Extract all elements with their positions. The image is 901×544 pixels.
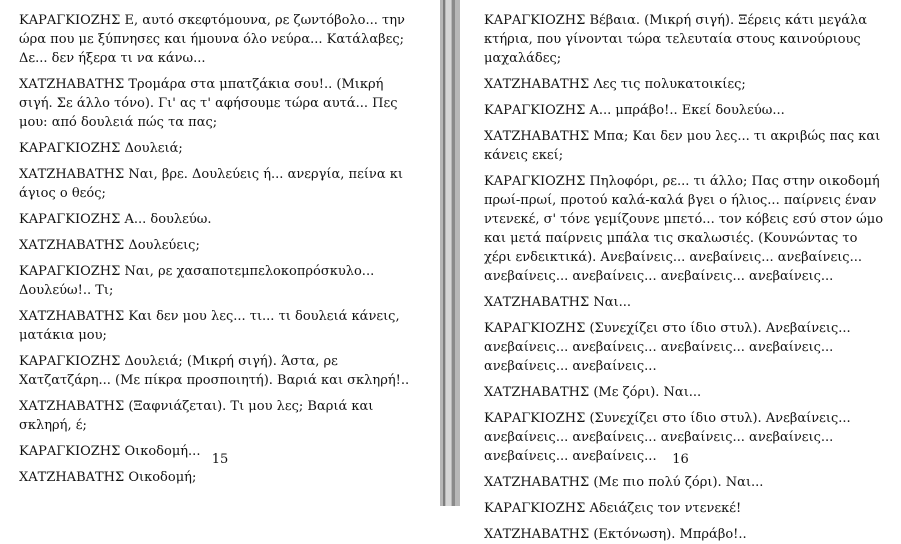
page-left [0, 0, 440, 506]
dialogue-line: ΚΑΡΑΓΚΙΟΖΗΣ Α... μπράβο!.. Εκεί δουλεύω... [484, 103, 785, 118]
dialogue-line: ΧΑΤΖΗΑΒΑΤΗΣ Ναι... [484, 295, 631, 310]
dialogue-line: ΚΑΡΑΓΚΙΟΖΗΣ Οικοδομή... [19, 444, 201, 459]
dialogue-line: ΚΑΡΑΓΚΙΟΖΗΣ Βέβαια. (Μικρή σιγή). Ξέρεις κάτι μεγάλα κτήρια, που γίνονται τώρα τελευταία στους καινούριους μαχαλάδες; [484, 13, 868, 66]
dialogue-line: ΚΑΡΑΓΚΙΟΖΗΣ Δουλειά; [19, 141, 183, 156]
gutter-edge [452, 0, 455, 506]
dialogue-line: ΚΑΡΑΓΚΙΟΖΗΣ Αδειάζεις τον ντενεκέ! [484, 501, 742, 516]
dialogue-line: ΧΑΤΖΗΑΒΑΤΗΣ Δουλεύεις; [19, 238, 200, 253]
dialogue-line: ΚΑΡΑΓΚΙΟΖΗΣ Δουλειά; (Μικρή σιγή). Άστα, ρε Χατζατζάρη... (Με πίκρα προσποιητή). Βαριά και σκληρή!.. [19, 354, 410, 388]
gutter-edge [443, 0, 445, 506]
dialogue-line: ΚΑΡΑΓΚΙΟΖΗΣ Α... δουλεύω. [19, 212, 212, 227]
page-number: 16 [672, 452, 689, 467]
dialogue-line: ΧΑΤΖΗΑΒΑΤΗΣ (Ξαφνιάζεται). Τι μου λες; Βαριά και σκληρή, έ; [19, 399, 374, 433]
dialogue-line: ΧΑΤΖΗΑΒΑΤΗΣ Ναι, βρε. Δουλεύεις ή... ανεργία, πείνα κι άγιος ο θεός; [19, 167, 403, 201]
page-number: 15 [211, 452, 229, 467]
dialogue-line: ΚΑΡΑΓΚΙΟΖΗΣ Ναι, ρε χασαποτεμπελοκοπρόσκυλο... Δουλεύω!.. Τι; [19, 264, 375, 298]
gutter-center [446, 0, 451, 506]
page-right [460, 0, 901, 542]
dialogue-line: ΧΑΤΖΗΑΒΑΤΗΣ Μπα; Και δεν μου λες... τι ακριβώς πας και κάνεις εκεί; [484, 129, 881, 163]
dialogue-line: ΧΑΤΖΗΑΒΑΤΗΣ Οικοδομή; [19, 470, 197, 485]
dialogue-line: ΚΑΡΑΓΚΙΟΖΗΣ Ε, αυτό σκεφτόμουνα, ρε ζωντόβολο... την ώρα που με ξύπνησες και ήμουνα όλο νεύρα... Κατάλαβες; Δε... δεν ήξερα τι να κάνω... [19, 13, 405, 66]
page-gutter [440, 0, 460, 506]
dialogue-line: ΧΑΤΖΗΑΒΑΤΗΣ (Εκτόνωση). Μπράβο!.. [484, 527, 747, 542]
dialogue-line: ΚΑΡΑΓΚΙΟΖΗΣ (Συνεχίζει στο ίδιο στυλ). Ανεβαίνεις... ανεβαίνεις... ανεβαίνεις... ανεβαίνεις... ανεβαίνεις... ανεβαίνεις... ανεβαίνεις... [484, 321, 851, 374]
dialogue-line: ΧΑΤΖΗΑΒΑΤΗΣ (Με πιο πολύ ζόρι). Ναι... [484, 475, 764, 490]
dialogue-line: ΧΑΤΖΗΑΒΑΤΗΣ Λες τις πολυκατοικίες; [484, 77, 746, 92]
dialogue-line: ΚΑΡΑΓΚΙΟΖΗΣ (Συνεχίζει στο ίδιο στυλ). Ανεβαίνεις... ανεβαίνεις... ανεβαίνεις... ανεβαίνεις... ανεβαίνεις... ανεβαίνεις... ανεβαίνεις... [484, 411, 851, 464]
dialogue-line: ΧΑΤΖΗΑΒΑΤΗΣ Τρομάρα στα μπατζάκια σου!.. (Μικρή σιγή. Σε άλλο τόνο). Γι' ας τ' αφήσουμε τώρα αυτά... Πες μου: από δουλειά πώς τα πας; [19, 77, 398, 130]
dialogue-line: ΚΑΡΑΓΚΙΟΖΗΣ Πηλοφόρι, ρε... τι άλλο; Πας στην οικοδομή πρωί-πρωί, προτού καλά-καλά βγει ο ήλιος... παίρνεις έναν ντενεκέ, σ' τόνε γεμίζουνε μπετό... τον κόβεις εσύ στον ώμο και μετά παίρνεις μπάλα τις σκαλωσιές. (Κουνώντας το χέρι ενδεικτικά). Ανεβαίνεις... ανεβαίνεις... ανεβαίνεις... ανεβαίνεις... ανεβαίνεις... ανεβαίνεις... ανεβαίνεις... [484, 174, 884, 284]
dialogue-line: ΧΑΤΖΗΑΒΑΤΗΣ (Με ζόρι). Ναι... [484, 385, 702, 400]
dialogue-line: ΧΑΤΖΗΑΒΑΤΗΣ Και δεν μου λες... τι... τι δουλειά κάνεις, ματάκια μου; [19, 309, 400, 343]
